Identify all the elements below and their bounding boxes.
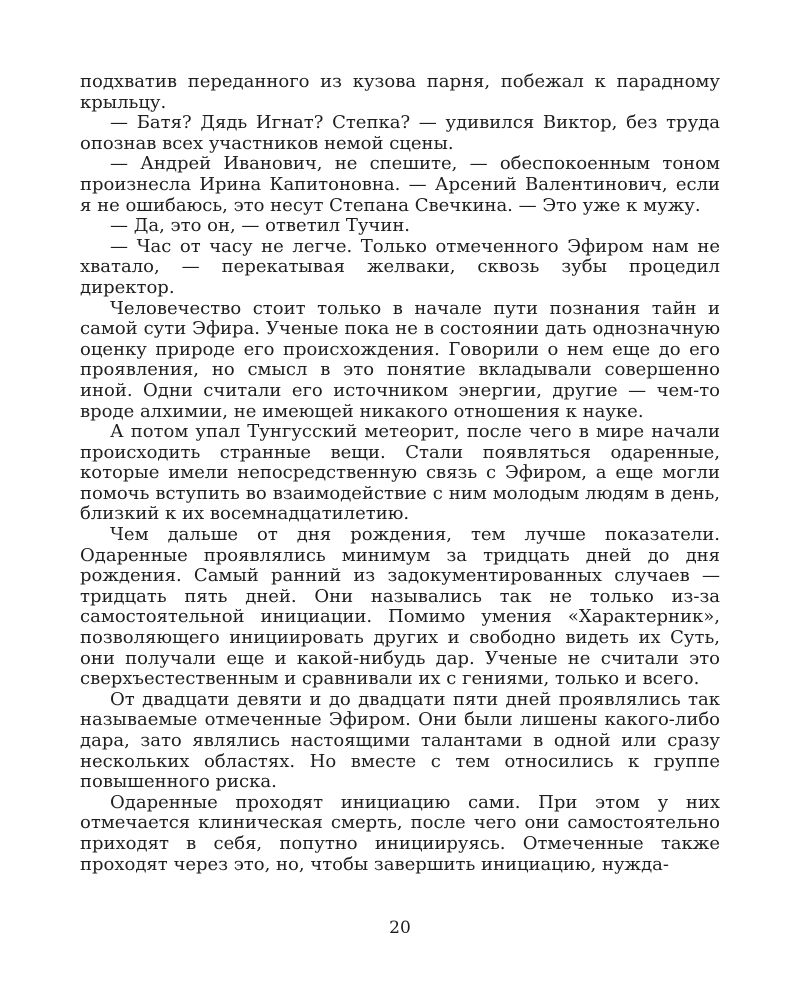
paragraph-9: От двадцати девяти и до двадцати пяти дней проявлялись так называемые отмеченные Эфиром. Они были лишены какого-либо дара, зато являлись настоящими талантами в одной или сразу нескольких областях. Но вместе с тем относились к группе повышенного риска. — [80, 688, 720, 793]
paragraph-7: А потом упал Тунгусский метеорит, после чего в мире начали происходить странные вещи. Стали появляться одаренные, которые имели непосредственную связь с Эфиром, а еще могли помочь вступить во взаимодействие с ним молодым людям в день, близкий к их восемнадцатилетию. — [80, 421, 720, 525]
paragraph-1: подхватив переданного из кузова парня, побежал к парадному крыльцу. — [80, 71, 720, 113]
paragraph-2: — Батя? Дядь Игнат? Степка? — удивился Виктор, без труда опознав всех участников немой сцены. — [80, 112, 720, 154]
book-page-text — [80, 72, 720, 875]
paragraph-3: — Андрей Иванович, не спешите, — обеспокоенным тоном произнесла Ирина Капитоновна. — Арсений Валентинович, если я не ошибаюсь, это несут Степана Свечкина. — Это уже к мужу. — [80, 153, 720, 216]
paragraph-6: Человечество стоит только в начале пути познания тайн и самой сути Эфира. Ученые пока не в состоянии дать однозначную оценку природе его происхождения. Говорили о нем еще до его проявления, но смысл в это понятие вкладывали совершенно иной. Одни считали его источником энергии, другие — чем-то вроде алхимии, не имеющей никакого отношения к науке. — [80, 297, 720, 422]
paragraph-4: — Да, это он, — ответил Тучин. — [110, 215, 411, 237]
paragraph-5: — Час от часу не легче. Только отмеченного Эфиром нам не хватало, — перекатывая желваки, сквозь зубы процедил директор. — [80, 235, 720, 298]
paragraph-8: Чем дальше от дня рождения, тем лучше показатели. Одаренные проявлялись минимум за тридцать дней до дня рождения. Самый ранний из задокументированных случаев — тридцать пять дней. Они назывались так не только из-за самостоятельной инициации. Помимо умения «Характерник», позволяющего инициировать других и свободно видеть их Суть, они получали еще и какой-нибудь дар. Ученые не считали это сверхъестественным и сравнивали их с гениями, только и всего. — [80, 524, 720, 690]
page-number: 20 — [389, 918, 411, 938]
paragraph-10: Одаренные проходят инициацию сами. При этом у них отмечается клиническая смерть, после чего они самостоятельно приходят в себя, попутно инициируясь. Отмеченные также проходят через это, но, чтобы завершить инициацию, нужда- — [80, 791, 720, 875]
